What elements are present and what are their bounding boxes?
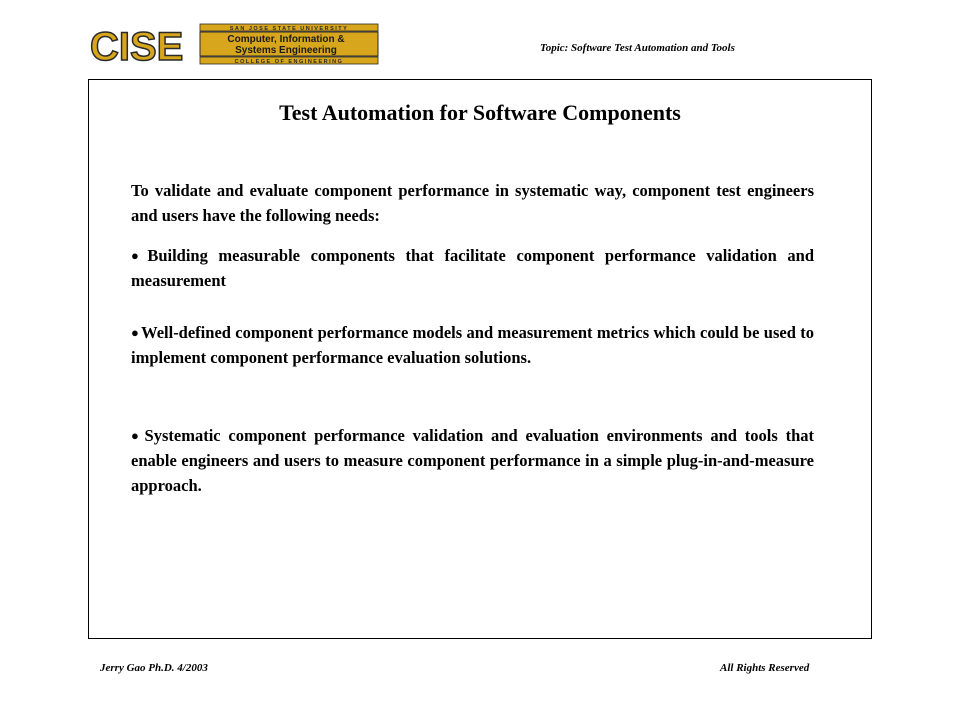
bullet-item	[131, 320, 814, 370]
logo-line2: Systems Engineering	[235, 45, 337, 56]
intro-paragraph: To validate and evaluate component performance in systematic way, component test engineers and users have the following needs:	[131, 181, 814, 225]
topic-label: Topic: Software Test Automation and Tools	[540, 42, 735, 54]
bullet-text: Well-defined component performance models and measurement metrics which could be used to implement component performance evaluation solutions.	[131, 323, 814, 367]
slide-title: Test Automation for Software Components	[279, 100, 681, 125]
logo-letters: CISE	[90, 25, 184, 66]
bullet-icon: ●	[131, 248, 146, 263]
bullet-item	[131, 423, 814, 498]
slide-frame	[88, 79, 872, 639]
cise-logo	[88, 22, 380, 66]
logo-college: COLLEGE OF ENGINEERING	[234, 59, 344, 65]
bullet-item	[131, 243, 814, 293]
footer-author: Jerry Gao Ph.D. 4/2003	[100, 662, 208, 674]
bullet-text: Building measurable components that facilitate component performance validation and measurement	[131, 246, 814, 290]
footer-rights: All Rights Reserved	[720, 662, 810, 674]
bullet-icon: ●	[131, 325, 140, 340]
logo-line1: Computer, Information &	[227, 34, 345, 45]
logo-university: SAN JOSE STATE UNIVERSITY	[229, 26, 349, 32]
bullet-text: Systematic component performance validation and evaluation environments and tools that enable engineers and users to measure component performance in a simple plug-in-and-measure approach.	[131, 426, 814, 495]
bullet-icon: ●	[131, 428, 143, 443]
